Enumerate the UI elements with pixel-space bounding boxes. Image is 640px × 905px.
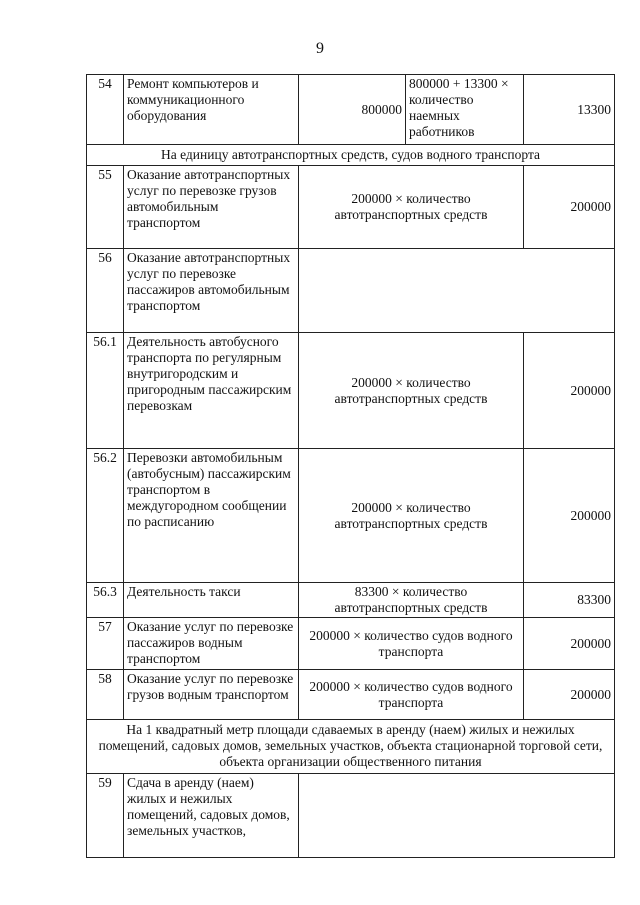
row-number: 56	[87, 249, 124, 333]
row-number: 58	[87, 670, 124, 720]
activity-name: Перевозки автомобильным (автобусным) пассажирским транспортом в междугородном сообщении по расписанию	[124, 449, 299, 583]
table-row	[87, 774, 615, 858]
activity-name: Оказание услуг по перевозке пассажиров водным транспортом	[124, 618, 299, 670]
activity-name: Деятельность автобусного транспорта по регулярным внутригородским и пригородным пассажирским перевозкам	[124, 333, 299, 449]
formula: 83300 × количество автотранспортных средств	[299, 583, 524, 618]
activity-name: Оказание услуг по перевозке грузов водным транспортом	[124, 670, 299, 720]
activity-name: Деятельность такси	[124, 583, 299, 618]
formula: 200000 × количество судов водного транспорта	[299, 670, 524, 720]
formula: 200000 × количество автотранспортных средств	[299, 333, 524, 449]
table-row	[87, 249, 615, 333]
section-heading: На 1 квадратный метр площади сдаваемых в аренду (наем) жилых и нежилых помещений, садовых домов, земельных участков, объекта стационарной торговой сети, объекта организации общественного питания	[87, 720, 615, 774]
empty-cell	[299, 774, 615, 858]
activity-name: Оказание автотранспортных услуг по перевозке грузов автомобильным транспортом	[124, 166, 299, 249]
amount: 13300	[524, 75, 615, 145]
row-number: 54	[87, 75, 124, 145]
amount: 200000	[524, 670, 615, 720]
formula: 800000 + 13300 × количество наемных работников	[406, 75, 524, 145]
amount: 83300	[524, 583, 615, 618]
formula: 200000 × количество автотранспортных средств	[299, 166, 524, 249]
table-row	[87, 449, 615, 583]
formula: 200000 × количество автотранспортных средств	[299, 449, 524, 583]
table-row	[87, 618, 615, 670]
section-heading: На единицу автотранспортных средств, судов водного транспорта	[87, 145, 615, 166]
amount: 200000	[524, 166, 615, 249]
section-row	[87, 145, 615, 166]
table-row	[87, 166, 615, 249]
amount: 200000	[524, 618, 615, 670]
formula: 200000 × количество судов водного транспорта	[299, 618, 524, 670]
activity-name: Оказание автотранспортных услуг по перевозке пассажиров автомобильным транспортом	[124, 249, 299, 333]
page-number: 9	[316, 40, 324, 57]
section-row	[87, 720, 615, 774]
tax-table	[86, 74, 615, 858]
amount: 200000	[524, 333, 615, 449]
row-number: 56.3	[87, 583, 124, 618]
empty-cell	[299, 249, 615, 333]
table-row	[87, 333, 615, 449]
table-row	[87, 75, 615, 145]
activity-name: Сдача в аренду (наем) жилых и нежилых помещений, садовых домов, земельных участков,	[124, 774, 299, 858]
table-row	[87, 670, 615, 720]
row-number: 55	[87, 166, 124, 249]
amount: 200000	[524, 449, 615, 583]
activity-name: Ремонт компьютеров и коммуникационного оборудования	[124, 75, 299, 145]
row-number: 57	[87, 618, 124, 670]
row-number: 56.1	[87, 333, 124, 449]
row-number: 56.2	[87, 449, 124, 583]
row-number: 59	[87, 774, 124, 858]
base-amount: 800000	[299, 75, 406, 145]
table-row	[87, 583, 615, 618]
